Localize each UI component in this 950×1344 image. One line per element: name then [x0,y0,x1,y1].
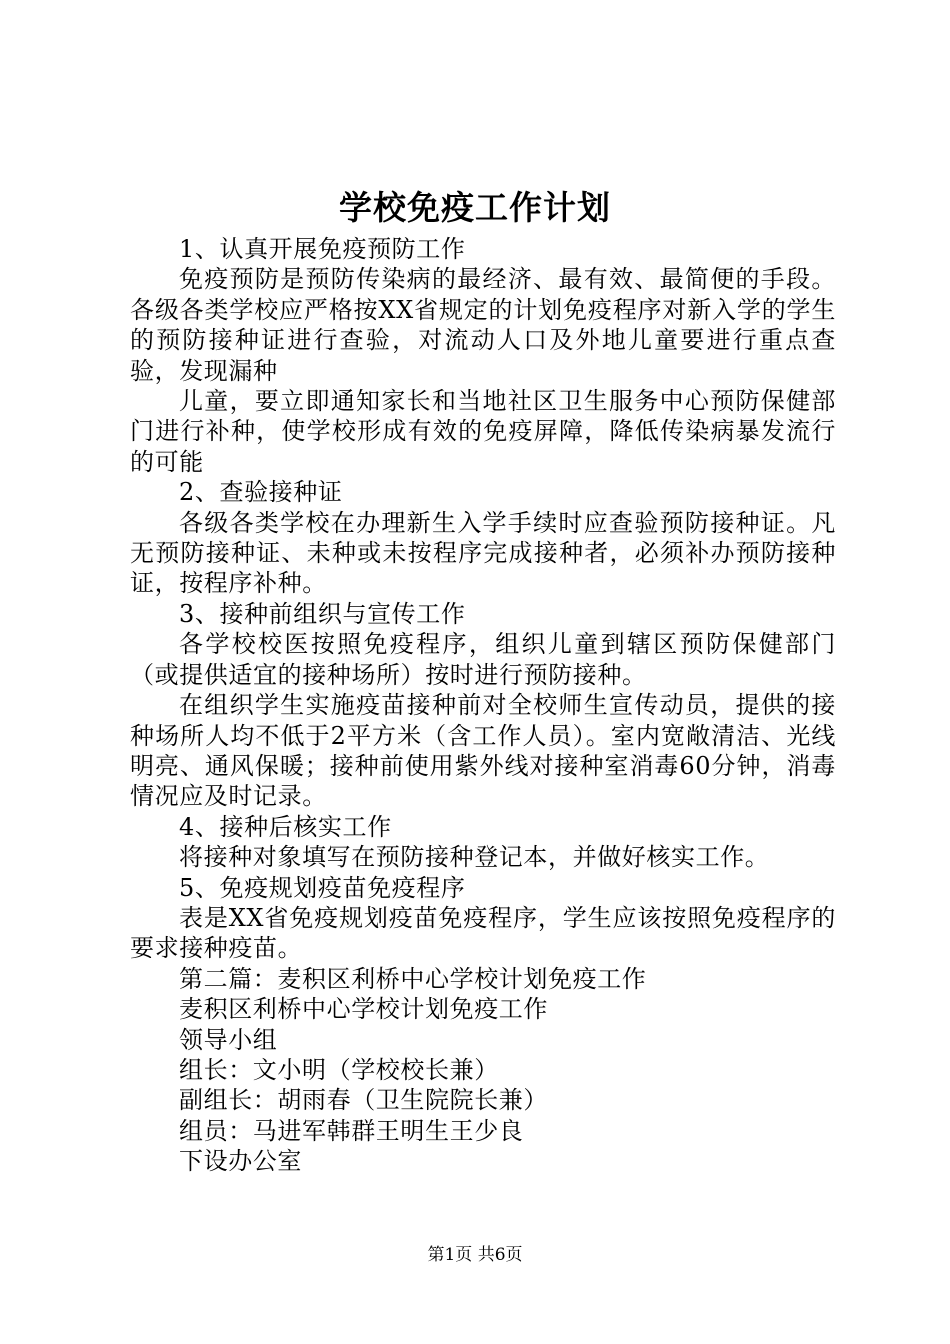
body-line: 组长：文小明（学校校长兼） [179,1055,499,1084]
chapter-heading: 第二篇：麦积区利桥中心学校计划免疫工作 [179,964,647,993]
section-heading: 2、查验接种证 [179,478,343,507]
body-paragraph: 在组织学生实施疫苗接种前对全校师生宣传动员，提供的接种场所人均不低于2平方米（含工作人员）。室内宽敞清洁、光线明亮、通风保暖；接种前使用紫外线对接种室消毒60分钟，消毒情况应及时记录。 [130,691,836,811]
body-line: 副组长：胡雨春（卫生院院长兼） [179,1086,548,1115]
body-line: 下设办公室 [179,1147,302,1176]
page-title: 学校免疫工作计划 [339,188,611,227]
section-heading: 3、接种前组织与宣传工作 [179,599,466,628]
body-paragraph: 表是XX省免疫规划疫苗免疫程序，学生应该按照免疫程序的要求接种疫苗。 [130,903,836,963]
page-footer: 第1页 共6页 [427,1245,523,1265]
section-heading: 1、认真开展免疫预防工作 [179,235,466,263]
body-line: 领导小组 [179,1025,278,1054]
body-line: 组员：马进军韩群王明生王少良 [179,1116,524,1145]
body-paragraph: 免疫预防是预防传染病的最经济、最有效、最简便的手段。各级各类学校应严格按XX省规定的计划免疫程序对新入学的学生的预防接种证进行查验，对流动人口及外地儿童要进行重点查验，发现漏种 [130,265,836,385]
body-line: 麦积区利桥中心学校计划免疫工作 [179,995,548,1024]
document-body [130,234,836,1177]
section-heading: 4、接种后核实工作 [179,812,392,841]
section-heading: 5、免疫规划疫苗免疫程序 [179,873,466,902]
body-paragraph: 儿童，要立即通知家长和当地社区卫生服务中心预防保健部门进行补种，使学校形成有效的免疫屏障，降低传染病暴发流行的可能 [130,387,836,476]
body-paragraph: 将接种对象填写在预防接种登记本，并做好核实工作。 [179,843,770,872]
body-paragraph: 各级各类学校在办理新生入学手续时应查验预防接种证。凡无预防接种证、未种或未按程序完成接种者，必须补办预防接种证，按程序补种。 [130,508,836,598]
body-paragraph: 各学校校医按照免疫程序，组织儿童到辖区预防保健部门（或提供适宜的接种场所）按时进行预防接种。 [130,630,836,689]
